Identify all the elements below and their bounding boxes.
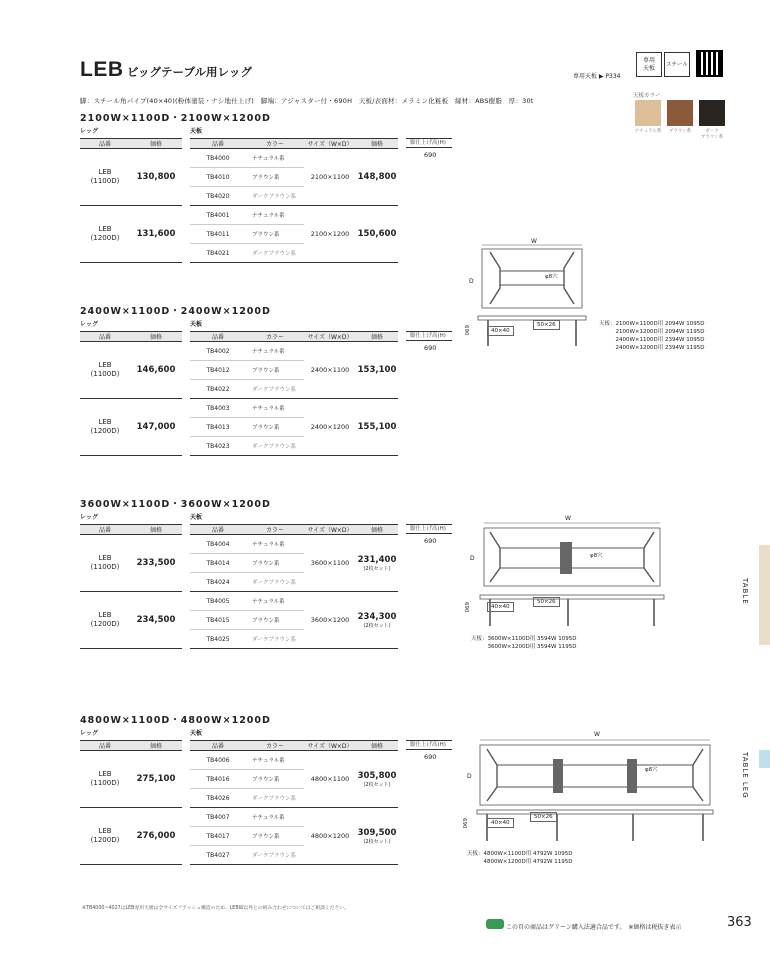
top-price-note: (2枚セット): [363, 565, 391, 572]
top-code: TB4024: [206, 578, 230, 586]
leg-price: 146,600: [136, 365, 176, 375]
leg-size-label-4800: 40×40: [487, 818, 514, 828]
col-color: カラー: [246, 741, 304, 751]
leg-price: 275,100: [136, 774, 176, 784]
table-row[interactable]: [190, 342, 398, 361]
leg-size-label-3600: 40×40: [487, 602, 514, 612]
top-dimensions-4800: 天板：4800W×1100D用 4792W 1095D 4800W×1200D用 4792W 1195D: [467, 851, 573, 865]
leg-price: 131,600: [136, 229, 176, 239]
top-color: ナチュラル系: [252, 815, 285, 821]
leg-price: 233,500: [136, 558, 176, 568]
w-label: W: [531, 238, 537, 245]
steel-badge: スチール: [664, 52, 690, 77]
top-color: ナチュラル系: [252, 156, 285, 162]
top-dimensions-3600: 天板：3600W×1100D用 3594W 1095D 3600W×1200D用 3594W 1195D: [471, 636, 577, 650]
col-hinban: 品番: [190, 139, 246, 149]
top-color: ダークブラウン系: [252, 194, 297, 200]
height-value: 690: [424, 344, 437, 352]
table-row[interactable]: [190, 808, 398, 827]
top-code: TB4015: [206, 616, 230, 624]
section-title: 2400W×1100D・2400W×1200D: [80, 306, 271, 317]
top-color: ブラウン系: [252, 561, 280, 567]
leg-name: LEB: [98, 827, 112, 835]
elevation-height: 690: [463, 325, 469, 336]
col-hinban: 品番: [80, 525, 130, 535]
leg-depth: (1200D): [90, 427, 120, 435]
leg-name: LEB: [98, 770, 112, 778]
top-price: 153,100: [357, 365, 397, 375]
top-price: 305,800: [357, 770, 397, 781]
top-code: TB4013: [206, 423, 230, 431]
elevation-height: 690: [461, 818, 467, 829]
top-price: 234,300: [357, 611, 397, 622]
leg-depth: (1100D): [90, 779, 120, 787]
top-dimensions: 天板：2100W×1100D用 2094W 1095D 2100W×1200D用 2094W 1195D 2400W×1100D用 2394W 1095D 2400W×1200D用 2394W 1195D: [599, 321, 705, 351]
table-row[interactable]: [80, 592, 182, 649]
col-color: カラー: [246, 139, 304, 149]
top-price-cell: [356, 206, 398, 263]
col-hinban: 品番: [80, 741, 130, 751]
top-code: TB4014: [206, 559, 230, 567]
col-size: サイズ（W×D）: [304, 332, 356, 342]
col-hinban: 品番: [190, 741, 246, 751]
d-label-4800: D: [467, 773, 472, 780]
hole-label: φ8穴: [545, 274, 558, 280]
table-row[interactable]: [190, 535, 398, 554]
leg-name-cell: [80, 592, 130, 649]
page-title: LEB: [80, 58, 124, 81]
top-price-cell: [356, 751, 398, 808]
height-value: 690: [424, 151, 437, 159]
top-price-cell: [356, 808, 398, 865]
top-table: [190, 524, 398, 649]
rail-size-label: 50×26: [533, 320, 560, 330]
swatch-label: ブラウン系: [668, 129, 692, 134]
top-code: TB4001: [206, 211, 230, 219]
top-price-note: (2枚セット): [363, 781, 391, 788]
page-subtitle: ビッグテーブル用レッグ: [127, 65, 252, 79]
leg-price: 130,800: [136, 172, 176, 182]
table-row[interactable]: [190, 592, 398, 611]
top-size: 4800×1200: [304, 808, 356, 865]
table-row[interactable]: [80, 149, 182, 206]
leg-price: 276,000: [136, 831, 176, 841]
table-row[interactable]: [190, 149, 398, 168]
leg-size-label: 40×40: [487, 326, 514, 336]
top-code: TB4011: [206, 230, 230, 238]
top-price-note: (2枚セット): [363, 838, 391, 845]
leg-depth: (1200D): [90, 836, 120, 844]
col-hinban: 品番: [80, 332, 130, 342]
top-color: ダークブラウン系: [252, 387, 297, 393]
qr-code-icon[interactable]: [696, 50, 723, 77]
top-code: TB4020: [206, 192, 230, 200]
leg-name: LEB: [98, 225, 112, 233]
height-value: 690: [424, 753, 437, 761]
top-price: 309,500: [357, 827, 397, 838]
top-caption: 天板: [190, 730, 203, 737]
top-price-cell: [356, 535, 398, 592]
top-code: TB4003: [206, 404, 230, 412]
leg-name-cell: [80, 342, 130, 399]
top-size: 2400×1100: [304, 342, 356, 399]
top-caption: 天板: [190, 514, 203, 521]
top-code: TB4006: [206, 756, 230, 764]
table-row[interactable]: [190, 751, 398, 770]
leg-name-cell: [80, 399, 130, 456]
col-price: 価格: [356, 332, 398, 342]
col-price: 価格: [130, 332, 182, 342]
top-color: ブラウン系: [252, 777, 280, 783]
top-caption: 天板: [190, 321, 203, 328]
height-caption: 脚仕上げ高(H): [406, 138, 452, 148]
hole-label-4800: φ8穴: [645, 767, 658, 773]
height-caption: 脚仕上げ高(H): [406, 524, 452, 534]
top-table: [190, 331, 398, 456]
col-hinban: 品番: [190, 525, 246, 535]
w-label-4800: W: [594, 731, 600, 738]
height-value: 690: [424, 537, 437, 545]
leg-depth: (1200D): [90, 620, 120, 628]
col-price: 価格: [130, 139, 182, 149]
top-color: ダークブラウン系: [252, 580, 297, 586]
section-title: 4800W×1100D・4800W×1200D: [80, 715, 271, 726]
elevation-height: 690: [463, 602, 469, 613]
hole-label-3600: φ8穴: [590, 553, 603, 559]
top-price-cell: [356, 342, 398, 399]
side-tab-tableleg[interactable]: [759, 750, 770, 768]
top-code: TB4025: [206, 635, 230, 643]
footnote: ※TB4000~4027はLEB専用天板は全サイズフラッシュ構造のため、LEB脚以外との組み合わせについてはご相談ください。: [82, 906, 349, 911]
table-row[interactable]: [80, 399, 182, 456]
leg-depth: (1100D): [90, 177, 120, 185]
leg-price: 234,500: [136, 615, 176, 625]
col-size: サイズ（W×D）: [304, 525, 356, 535]
side-label-tableleg: TABLE LEG: [741, 752, 749, 799]
top-color: ブラウン系: [252, 368, 280, 374]
col-color: カラー: [246, 525, 304, 535]
top-price: 150,600: [357, 229, 397, 239]
leg-depth: (1200D): [90, 234, 120, 242]
top-size: 3600×1200: [304, 592, 356, 649]
leg-name: LEB: [98, 168, 112, 176]
top-color: ナチュラル系: [252, 599, 285, 605]
swatch-label: ナチュラル系: [634, 129, 662, 134]
top-price-note: (2枚セット): [363, 622, 391, 629]
table-row[interactable]: [80, 342, 182, 399]
green-mark-icon: [486, 919, 504, 929]
top-reference: 専用天板 ▶ P334: [573, 73, 621, 80]
table-row[interactable]: [80, 206, 182, 263]
height-caption: 脚仕上げ高(H): [406, 740, 452, 750]
top-price: 148,800: [357, 172, 397, 182]
leg-name: LEB: [98, 611, 112, 619]
top-price-cell: [356, 592, 398, 649]
table-row[interactable]: [80, 751, 182, 808]
top-code: TB4026: [206, 794, 230, 802]
table-row[interactable]: [190, 206, 398, 225]
top-color: ブラウン系: [252, 618, 280, 624]
table-row[interactable]: [80, 535, 182, 592]
top-color: ダークブラウン系: [252, 796, 297, 802]
top-code: TB4012: [206, 366, 230, 374]
leg-table: [80, 138, 182, 263]
top-code: TB4022: [206, 385, 230, 393]
top-price: 155,100: [357, 422, 397, 432]
top-code: TB4027: [206, 851, 230, 859]
leg-caption: レッグ: [80, 514, 98, 521]
top-size: 2100×1100: [304, 149, 356, 206]
top-size: 3600×1100: [304, 535, 356, 592]
swatch-natural: [635, 100, 661, 126]
leg-name-cell: [80, 808, 130, 865]
top-price: 231,400: [357, 554, 397, 565]
top-color: ブラウン系: [252, 425, 280, 431]
col-hinban: 品番: [80, 139, 130, 149]
rail-size-label-4800: 50×26: [530, 812, 557, 822]
top-size: 2100×1200: [304, 206, 356, 263]
leg-table: [80, 524, 182, 649]
leg-name: LEB: [98, 554, 112, 562]
table-row[interactable]: [80, 808, 182, 865]
top-code: TB4023: [206, 442, 230, 450]
w-label-3600: W: [565, 515, 571, 522]
height-caption: 脚仕上げ高(H): [406, 331, 452, 341]
side-label-table: TABLE: [741, 578, 749, 605]
top-code: TB4017: [206, 832, 230, 840]
top-size: 4800×1100: [304, 751, 356, 808]
top-color: ブラウン系: [252, 175, 280, 181]
drawing-4800: [475, 735, 715, 845]
side-tab-table[interactable]: [759, 545, 770, 645]
swatch-darkbrown: [699, 100, 725, 126]
top-color: ダークブラウン系: [252, 251, 297, 257]
top-color: ナチュラル系: [252, 758, 285, 764]
page-number: 363: [727, 915, 752, 930]
top-price-cell: [356, 399, 398, 456]
top-color: ダークブラウン系: [252, 637, 297, 643]
top-color: ナチュラル系: [252, 542, 285, 548]
leg-caption: レッグ: [80, 321, 98, 328]
col-hinban: 品番: [190, 332, 246, 342]
swatch-label: ダーク ブラウン系: [700, 129, 724, 140]
section-title: 3600W×1100D・3600W×1200D: [80, 499, 271, 510]
swatch-brown: [667, 100, 693, 126]
leg-name-cell: [80, 751, 130, 808]
top-color: ナチュラル系: [252, 213, 285, 219]
top-code: TB4005: [206, 597, 230, 605]
col-price: 価格: [356, 741, 398, 751]
leg-caption: レッグ: [80, 730, 98, 737]
top-code: TB4007: [206, 813, 230, 821]
d-label: D: [469, 278, 474, 285]
top-color: ダークブラウン系: [252, 444, 297, 450]
col-size: サイズ（W×D）: [304, 741, 356, 751]
top-code: TB4016: [206, 775, 230, 783]
drawing-2100-2400: [460, 238, 610, 348]
top-caption: 天板: [190, 128, 203, 135]
col-price: 価格: [356, 139, 398, 149]
top-code: TB4021: [206, 249, 230, 257]
top-size: 2400×1200: [304, 399, 356, 456]
top-code: TB4010: [206, 173, 230, 181]
dedicated-top-badge: 専用 天板: [636, 52, 662, 77]
top-color: ブラウン系: [252, 232, 280, 238]
leg-caption: レッグ: [80, 128, 98, 135]
col-price: 価格: [130, 741, 182, 751]
green-purchase-note: この頁の商品はグリーン購入法適合品です。 ※価格は税抜き表示: [506, 924, 682, 931]
leg-depth: (1100D): [90, 563, 120, 571]
top-color: ブラウン系: [252, 834, 280, 840]
rail-size-label-3600: 50×26: [533, 597, 560, 607]
top-table: [190, 138, 398, 263]
leg-price: 147,000: [136, 422, 176, 432]
leg-depth: (1100D): [90, 370, 120, 378]
top-code: TB4002: [206, 347, 230, 355]
leg-table: [80, 740, 182, 865]
leg-name-cell: [80, 535, 130, 592]
top-code: TB4000: [206, 154, 230, 162]
top-color: ナチュラル系: [252, 349, 285, 355]
color-caption: 天板カラー: [633, 93, 661, 99]
leg-table: [80, 331, 182, 456]
col-price: 価格: [130, 525, 182, 535]
top-code: TB4004: [206, 540, 230, 548]
col-price: 価格: [356, 525, 398, 535]
d-label-3600: D: [470, 555, 475, 562]
col-color: カラー: [246, 332, 304, 342]
leg-name: LEB: [98, 361, 112, 369]
leg-name-cell: [80, 149, 130, 206]
leg-name-cell: [80, 206, 130, 263]
top-color: ダークブラウン系: [252, 853, 297, 859]
top-color: ナチュラル系: [252, 406, 285, 412]
section-title: 2100W×1100D・2100W×1200D: [80, 113, 271, 124]
spec-text: 脚：スチール角パイプ(40×40)(粉体塗装・ナシ地仕上げ) 脚端：アジャスター付・690H 天板/表面材：メラミン化粧板 縁材：ABS樹脂 厚：30t: [80, 97, 534, 105]
leg-name: LEB: [98, 418, 112, 426]
table-row[interactable]: [190, 399, 398, 418]
top-price-cell: [356, 149, 398, 206]
col-size: サイズ（W×D）: [304, 139, 356, 149]
top-table: [190, 740, 398, 865]
